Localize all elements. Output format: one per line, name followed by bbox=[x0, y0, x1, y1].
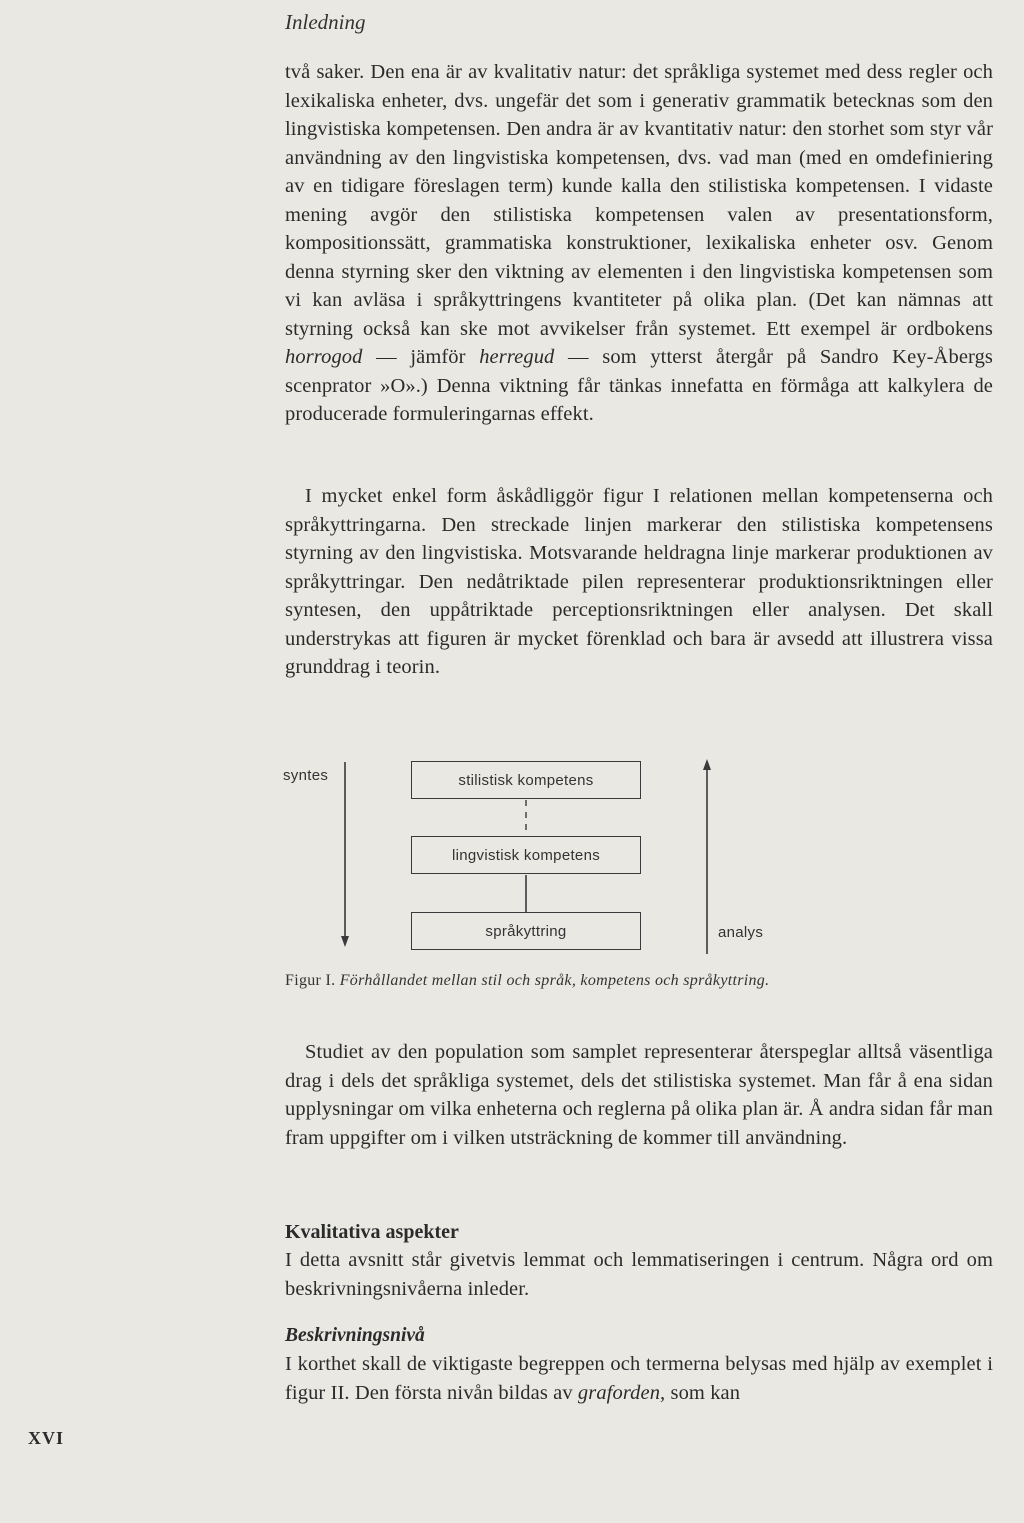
paragraph-1-mid: — jämför bbox=[362, 346, 480, 368]
section-beskrivningsniva bbox=[285, 1322, 993, 1407]
section-heading-beskrivningsniva: Beskrivningsnivå bbox=[285, 1325, 425, 1346]
paragraph-1-block bbox=[285, 58, 993, 429]
emphasis-graforden: graforden, bbox=[577, 1381, 666, 1404]
section-kvalitativa bbox=[285, 1218, 993, 1303]
beskrivning-text-end: som kan bbox=[665, 1381, 741, 1404]
label-syntes: syntes bbox=[283, 767, 329, 784]
emphasis-herregud: herregud bbox=[479, 346, 555, 368]
box-stilistisk-label: stilistisk kompetens bbox=[458, 771, 594, 789]
paragraph-3: Studiet av den population som samplet representerar återspeglar alltså väsentliga drag i dels det språkliga systemet, dels det stilistiska systemet. Man får å ena sidan upplysningar om vilka enheterna och reglerna på olika plan är. Å andra sidan får man fram uppgifter om i vilken utsträckning de kommer till användning. bbox=[285, 1041, 993, 1149]
paragraph-1 bbox=[285, 58, 993, 429]
box-lingvistisk-kompetens bbox=[411, 836, 641, 874]
paragraph-3-block bbox=[285, 1038, 993, 1152]
paragraph-1-text: två saker. Den ena är av kvalitativ natur: det språkliga systemet med dess regler och lexikaliska enheter, dvs. ungefär det som i generativ grammatik betecknas som den lingvistiska kompetensen. Den andra är av kvantitativ natur: den storhet som styr vår användning av den lingvistiska kompetensen, dvs. vad man (med en omdefiniering av en tidigare föreslagen term) kunde kalla den stilistiska kompetensen. I vidaste mening avgör den stilistiska kompetensen valen av presentationsform, kompositionssätt, grammatiska konstruktioner, lexikaliska enheter osv. Genom denna styrning sker den viktning av elementen i den lingvistiska kompetensen som vi kan avläsa i språkyttringens kvantiteter på olika plan. (Det kan nämnas att styrning också kan ske mot avvikelser från systemet. Ett exempel är ordbokens bbox=[285, 61, 993, 340]
emphasis-horrogod: horrogod bbox=[285, 346, 363, 368]
box-sprakyttring-label: språkyttring bbox=[485, 922, 567, 940]
paragraph-2-block bbox=[285, 482, 993, 682]
beskrivning-text-start: I korthet skall de viktigaste begreppen och termerna belysas med hjälp av exemplet i figur II. Den första nivån bildas av bbox=[285, 1353, 993, 1404]
figure-1 bbox=[275, 748, 795, 966]
box-sprakyttring bbox=[411, 912, 641, 950]
section-kvalitativa-text: I detta avsnitt står givetvis lemmat och lemmatiseringen i centrum. Några ord om beskrivningsnivåerna inleder. bbox=[285, 1249, 993, 1300]
caption-number: Figur I. bbox=[285, 972, 336, 989]
page-number: XVI bbox=[28, 1428, 65, 1448]
paragraph-2: I mycket enkel form åskådliggör figur I relationen mellan kompetenserna och språkyttringarna. Den streckade linjen markerar den stilistiska kompetensens styrning av den lingvistiska. Motsvarande heldragna linje markerar produktionen av språkyttringar. Den nedåtriktade pilen representerar produktionsriktningen eller syntesen, den uppåtriktade perceptionsriktningen eller analysen. Det skall understrykas att figuren är mycket förenklad och bara är avsedd att illustrera vissa grunddrag i teorin. bbox=[285, 485, 993, 678]
box-stilistisk-kompetens bbox=[411, 761, 641, 799]
caption-text: Förhållandet mellan stil och språk, kompetens och språkyttring. bbox=[339, 972, 770, 989]
analys-arrowhead bbox=[703, 759, 711, 770]
section-beskrivningsniva-text bbox=[285, 1350, 993, 1407]
syntes-arrowhead bbox=[341, 936, 349, 947]
paragraph-1-end: — som ytterst återgår på Sandro Key-Åbergs scenprator »O».) Denna viktning får tänkas innefatta en förmåga att kalkylera de producerade formuleringarnas effekt. bbox=[285, 346, 993, 425]
running-head: Inledning bbox=[285, 10, 366, 34]
section-heading-kvalitativa: Kvalitativa aspekter bbox=[285, 1221, 459, 1243]
figure-caption bbox=[285, 972, 769, 990]
label-analys: analys bbox=[718, 924, 764, 941]
box-lingvistisk-label: lingvistisk kompetens bbox=[451, 846, 601, 864]
